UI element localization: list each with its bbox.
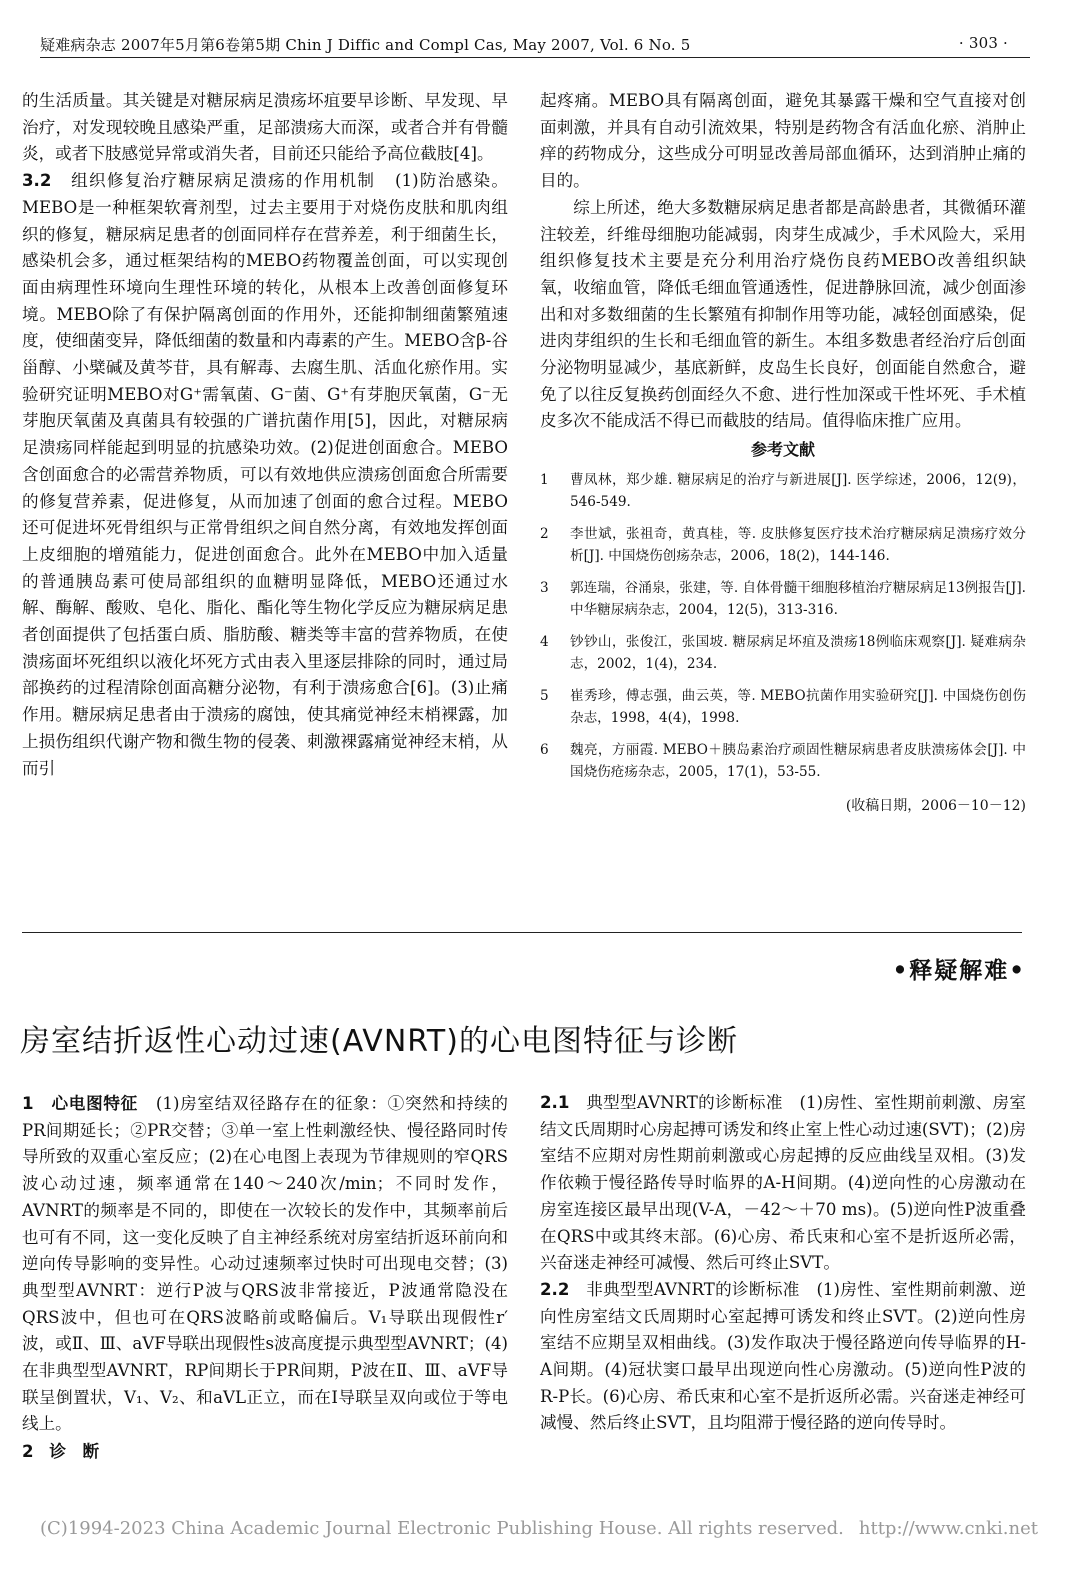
reference-list	[540, 469, 1026, 783]
body-paragraph: (1)房室结双径路存在的征象：①突然和持续的PR间期延长；②PR交替；③单一室上性刺激经快、慢径路同时传导所致的双重心室反应；(2)在心电图上表现为节律规则的窄QRS波心动过速，频率通常在140～240次/min；不同时发作，AVNRT的频率是不同的，即使在一次较长的发作中，其频率前后也可有不同，这一变化反映了自主神经系统对房室结折返环前向和逆向传导影响的变异性。心动过速频率过快时可出现电交替；(3)典型型AVNRT：逆行P波与QRS波非常接近，P波通常隐没在QRS波中，但也可在QRS波略前或略偏后。V₁导联出现假性r′波，或Ⅱ、Ⅲ、aVF导联出现假性s波高度提示典型型AVNRT；(4)在非典型型AVNRT，RP间期长于PR间期，P波在Ⅱ、Ⅲ、aVF导联呈倒置状，V₁、V₂、和aVL正立，而在Ⅰ导联呈双向或位于等电线上。	[22, 1094, 509, 1434]
reference-item: 6 魏亮，方丽霞. MEBO＋胰岛素治疗顽固性糖尿病患者皮肤溃疡体会[J]. 中国烧伤疮疡杂志，2005，17(1)，53-55.	[540, 742, 1026, 781]
section-number: 2	[22, 1442, 34, 1462]
lower-right-column	[540, 1090, 1026, 1437]
section-number: 2.2	[540, 1279, 570, 1299]
section-2-2	[540, 1277, 1026, 1437]
copyright-footer	[40, 1518, 1040, 1539]
column-section-tag: •释疑解难•	[892, 957, 1026, 984]
section-heading: 组织修复治疗糖尿病足溃疡的作用机制	[71, 171, 376, 191]
section-heading: 非典型型AVNRT的诊断标准	[586, 1279, 800, 1299]
section-2	[22, 1438, 508, 1466]
reference-item: 3 郭连瑞，谷涌泉，张建，等. 自体骨髓干细胞移植治疗糖尿病足13例报告[J]. 中华糖尿病杂志，2004，12(5)，313-316.	[540, 580, 1026, 619]
body-paragraph: (1)房性、室性期前刺激、逆向性房室结文氏周期时心室起搏可诱发和终止SVT。(2)逆向性房室结不应期呈双相曲线。(3)发作取决于慢径路逆向传导临界的H-A间期。(4)冠状窦口最早出现逆向性心房激动。(5)逆向性P波的R-P长。(6)心房、希氏束和心室不是折返所必需。兴奋迷走神经可减慢、然后终止SVT，且均阻滞于慢径路的逆向传导时。	[540, 1279, 1026, 1433]
journal-citation: 疑难病杂志 2007年5月第6卷第5期 Chin J Diffic and Compl Cas, May 2007, Vol. 6 No. 5	[40, 36, 691, 54]
upper-left-column	[22, 88, 508, 782]
section-heading: 心电图特征	[51, 1093, 138, 1113]
copyright-notice: (C)1994-2023 China Academic Journal Electronic Publishing House. All rights reserved.	[40, 1518, 844, 1539]
body-paragraph: (1)防治感染。MEBO是一种框架软膏剂型，过去主要用于对烧伤皮肤和肌肉组织的修复，糖尿病足患者的创面同样存在营养差，利于细菌生长，感染机会多，通过框架结构的MEBO药物覆盖创面，可以实现创面由病理性环境向生理性环境的转化，从根本上改善创面修复环境。MEBO除了有保护隔离创面的作用外，还能抑制细菌繁殖速度，使细菌变异，降低细菌的数量和内毒素的产生。MEBO含β-谷甾醇、小檗碱及黄芩苷，具有解毒、去腐生肌、活血化瘀作用。实验研究证明MEBO对G⁺需氧菌、G⁻菌、G⁺有芽胞厌氧菌，G⁻无芽胞厌氧菌及真菌具有较强的广谱抗菌作用[5]，因此，对糖尿病足溃疡同样能起到明显的抗感染功效。(2)促进创面愈合。MEBO含创面愈合的必需营养物质，可以有效地供应溃疡创面愈合所需要的修复营养素，促进修复，从而加速了创面的愈合过程。MEBO还可促进坏死骨组织与正常骨组织之间自然分离，有效地发挥创面上皮细胞的增殖能力，促进创面愈合。此外在MEBO中加入适量的普通胰岛素可使局部组织的血糖明显降低，MEBO还通过水解、酶解、酸败、皂化、脂化、酯化等生物化学反应为糖尿病足患者创面提供了包括蛋白质、脂肪酸、糖类等丰富的营养物质，在使溃疡面坏死组织以液化坏死方式由表入里逐层排除的同时，通过局部换药的过程清除创面高糖分泌物，有利于溃疡愈合[6]。(3)止痛作用。糖尿病足患者由于溃疡的腐蚀，使其痛觉神经末梢裸露，加上损伤组织代谢产物和微生物的侵袭、刺激裸露痛觉神经末梢，从而引	[22, 171, 509, 778]
section-number: 2.1	[540, 1093, 570, 1112]
reference-item: 2 李世斌，张祖奇，黄真桂，等. 皮肤修复医疗技术治疗糖尿病足溃疡疗效分析[J]. 中国烧伤创疡杂志，2006，18(2)，144-146.	[540, 526, 1026, 565]
reference-item: 1 曹凤林，郑少雄. 糖尿病足的治疗与新进展[J]. 医学综述，2006，12(9)，546-549.	[540, 472, 1026, 511]
section-1	[22, 1090, 508, 1438]
header-rule	[40, 57, 1030, 58]
page-number: · 303 ·	[958, 34, 1008, 52]
body-paragraph: 综上所述，绝大多数糖尿病足患者都是高龄患者，其微循环灌注较差，纤维母细胞功能减弱，肉芽生成减少，手术风险大，采用组织修复技术主要是充分利用治疗烧伤良药MEBO改善组织缺氧，收缩血管，降低毛细血管通透性，促进静脉回流，减少创面渗出和对多数细菌的生长繁殖有抑制作用等功能，减轻创面感染，促进肉芽组织的生长和毛细血管的新生。本组多数患者经治疗后创面分泌物明显减少，基底新鲜，皮岛生长良好，创面能自然愈合，避免了以往反复换药创面经久不愈、进行性加深或干性坏死、手术植皮多次不能成活不得已而截肢的结局。值得临床推广应用。	[540, 197, 1026, 431]
running-header	[40, 34, 1030, 60]
section-2-1	[540, 1090, 1026, 1277]
section-3-2	[22, 168, 508, 782]
body-paragraph: (1)房性、室性期前刺激、房室结文氏周期时心房起搏可诱发和终止室上性心动过速(SVT)；(2)房室结不应期对房性期前刺激或心房起搏的反应曲线呈双相。(3)发作依赖于慢径路传导时临界的A-H间期。(4)逆向性的心房激动在房室连接区最早出现(V-A，－42～＋70 ms)。(5)逆向性P波重叠在QRS中或其终末部。(6)心房、希氏束和心室不是折返所必需，兴奋迷走神经可减慢、然后可终止SVT。	[540, 1093, 1026, 1273]
body-paragraph: 起疼痛。MEBO具有隔离创面，避免其暴露干燥和空气直接对创面刺激，并具有自动引流效果，特别是药物含有活血化瘀、消肿止痒的药物成分，这些成分可明显改善局部血循环，达到消肿止痛的目的。	[540, 91, 1026, 191]
section-heading: 典型型AVNRT的诊断标准	[586, 1093, 783, 1112]
upper-right-column	[540, 88, 1026, 820]
reference-item: 5 崔秀珍，傅志强，曲云英，等. MEBO抗菌作用实验研究[J]. 中国烧伤创伤杂志，1998，4(4)，1998.	[540, 688, 1026, 727]
section-number: 1	[22, 1094, 34, 1113]
references-heading: 参考文献	[750, 440, 815, 460]
section-number: 3.2	[22, 171, 52, 191]
lower-left-column	[22, 1090, 508, 1466]
received-date: (收稿日期，2006－10－12)	[845, 798, 1026, 815]
reference-item: 4 钞钞山，张俊江，张国坡. 糖尿病足坏疽及溃疡18例临床观察[J]. 疑难病杂志，2002，1(4)，234.	[540, 634, 1026, 673]
section-heading: 诊 断	[49, 1441, 100, 1462]
cnki-link[interactable]: http://www.cnki.net	[858, 1518, 1038, 1539]
body-paragraph: 的生活质量。其关键是对糖尿病足溃疡坏疽要早诊断、早发现、早治疗，对发现较晚且感染严重，足部溃疡大而深，或者合并有骨髓炎，或者下肢感觉异常或消失者，目前还只能给予高位截肢[4]。	[22, 91, 508, 164]
section-divider	[22, 932, 1022, 933]
article-title: 房室结折返性心动过速(AVNRT)的心电图特征与诊断	[20, 1024, 738, 1059]
